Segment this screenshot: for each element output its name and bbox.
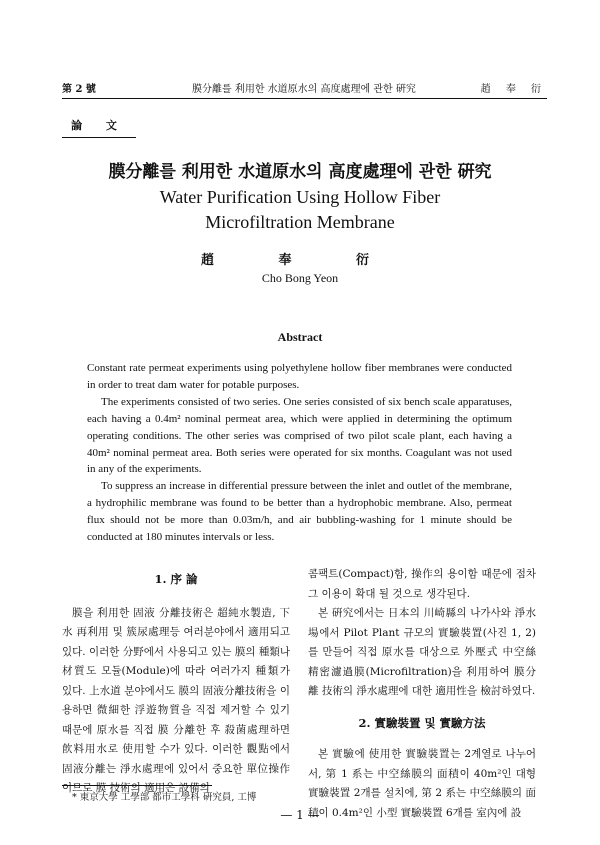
body-paragraph: 콤팩트(Compact)함, 操作의 용이함 때문에 점차 그 이용이 확대 될 것으로 생각된다.	[308, 568, 536, 600]
abstract-body	[87, 360, 512, 546]
section-tag: 論 文	[62, 115, 136, 138]
section-heading-introduction: 1. 序 論	[154, 572, 198, 586]
left-column	[62, 570, 290, 799]
title-korean: 膜分離를 利用한 水道原水의 高度處理에 관한 硏究	[108, 162, 492, 182]
issue-number: 第 2 號	[62, 84, 96, 95]
body-paragraph: 膜을 利用한 固液 分離技術은 超純水製造, 下水 再利用 및 簇尿處理등 여러분야에서 適用되고 있다. 이러한 分野에서 사용되고 있는 膜의 種類나 材質도 모듈(Module)에 따라 여러가지 種類가 있다. 上水道 분야에서도 膜의 固液分離技術을 이용하면 微細한 浮遊物質을 직접 제거할 수 있기 때문에 原水를 직접 膜 分離한 후 殺菌處理하면 飮料用水로 使用할 수가 있다. 이러한 觀點에서 固液分離는 淨水處理에 있어서 중요한 單位操作이므로 膜 技術의 適用은 設備의	[62, 606, 291, 794]
running-title: 膜分離를 利用한 水道原水의 高度處理에 관한 硏究	[192, 84, 416, 95]
abstract-heading: Abstract	[277, 330, 323, 344]
abstract-paragraph: Constant rate permeat experiments using polyethylene hollow fiber membranes were conducted in order to treat dam water for potable purposes.	[87, 362, 512, 391]
body-paragraph: 본 硏究에서는 日本의 川崎縣의 나가사와 淨水場에서 Pilot Plant 규모의 實驗裝置(사진 1, 2)를 만들어 직접 原水를 대상으로 外壓式 中空絲 精密濾過膜(Microfiltration)을 利用하여 膜分離 技術의 淨水處理에 대한 適用性을 檢討하였다.	[308, 607, 536, 697]
section-heading-methods: 2. 實驗裝置 및 實驗方法	[358, 715, 486, 730]
footnote-rule	[62, 785, 212, 786]
abstract-paragraph: To suppress an increase in differential pressure between the inlet and outlet of the membrane, a hydrophilic membrane was found to be better than a hydrophobic membrane. Also, permeat flux should not be more than 0.03m/h, and air bubbling-washing for 1 minute should be conducted at 180 minutes intervals or less.	[87, 480, 512, 544]
title-english-line1: Water Purification Using Hollow Fiber	[159, 187, 441, 207]
footnote: * 東京大學 工學部 都市工學科 硏究員, 工博	[72, 792, 257, 803]
right-column	[308, 565, 536, 823]
author-english: Cho Bong Yeon	[261, 271, 339, 285]
page-number: — 1 —	[280, 808, 320, 822]
author-korean: 趙 奉 衍	[200, 253, 400, 268]
running-author: 趙 奉 衍	[480, 84, 547, 95]
abstract-paragraph: The experiments consisted of two series. One series consisted of six bench scale apparatuses, each having a 0.4m² nominal permeat area, which were applied in determining the optimum operating conditions. The other series was comprised of two pilot scale plant, each having a 40m² nominal permeat area. Both series were operated for six months. Coagulant was not used in any of the experiments.	[87, 395, 512, 476]
header-rule	[62, 98, 547, 99]
title-english-line2: Microfiltration Membrane	[205, 212, 395, 232]
running-header	[62, 80, 547, 98]
title-english	[0, 185, 600, 235]
body-paragraph: 본 實驗에 使用한 實驗裝置는 2계열로 나누어서, 第 1 系는 中空絲膜의 面積이 40m²인 대형 實驗裝置 2개를 설치에, 第 2 系는 中空絲膜의 面積이 0.4m²인 小型 實驗裝置 6개를 室內에 設	[308, 748, 536, 819]
